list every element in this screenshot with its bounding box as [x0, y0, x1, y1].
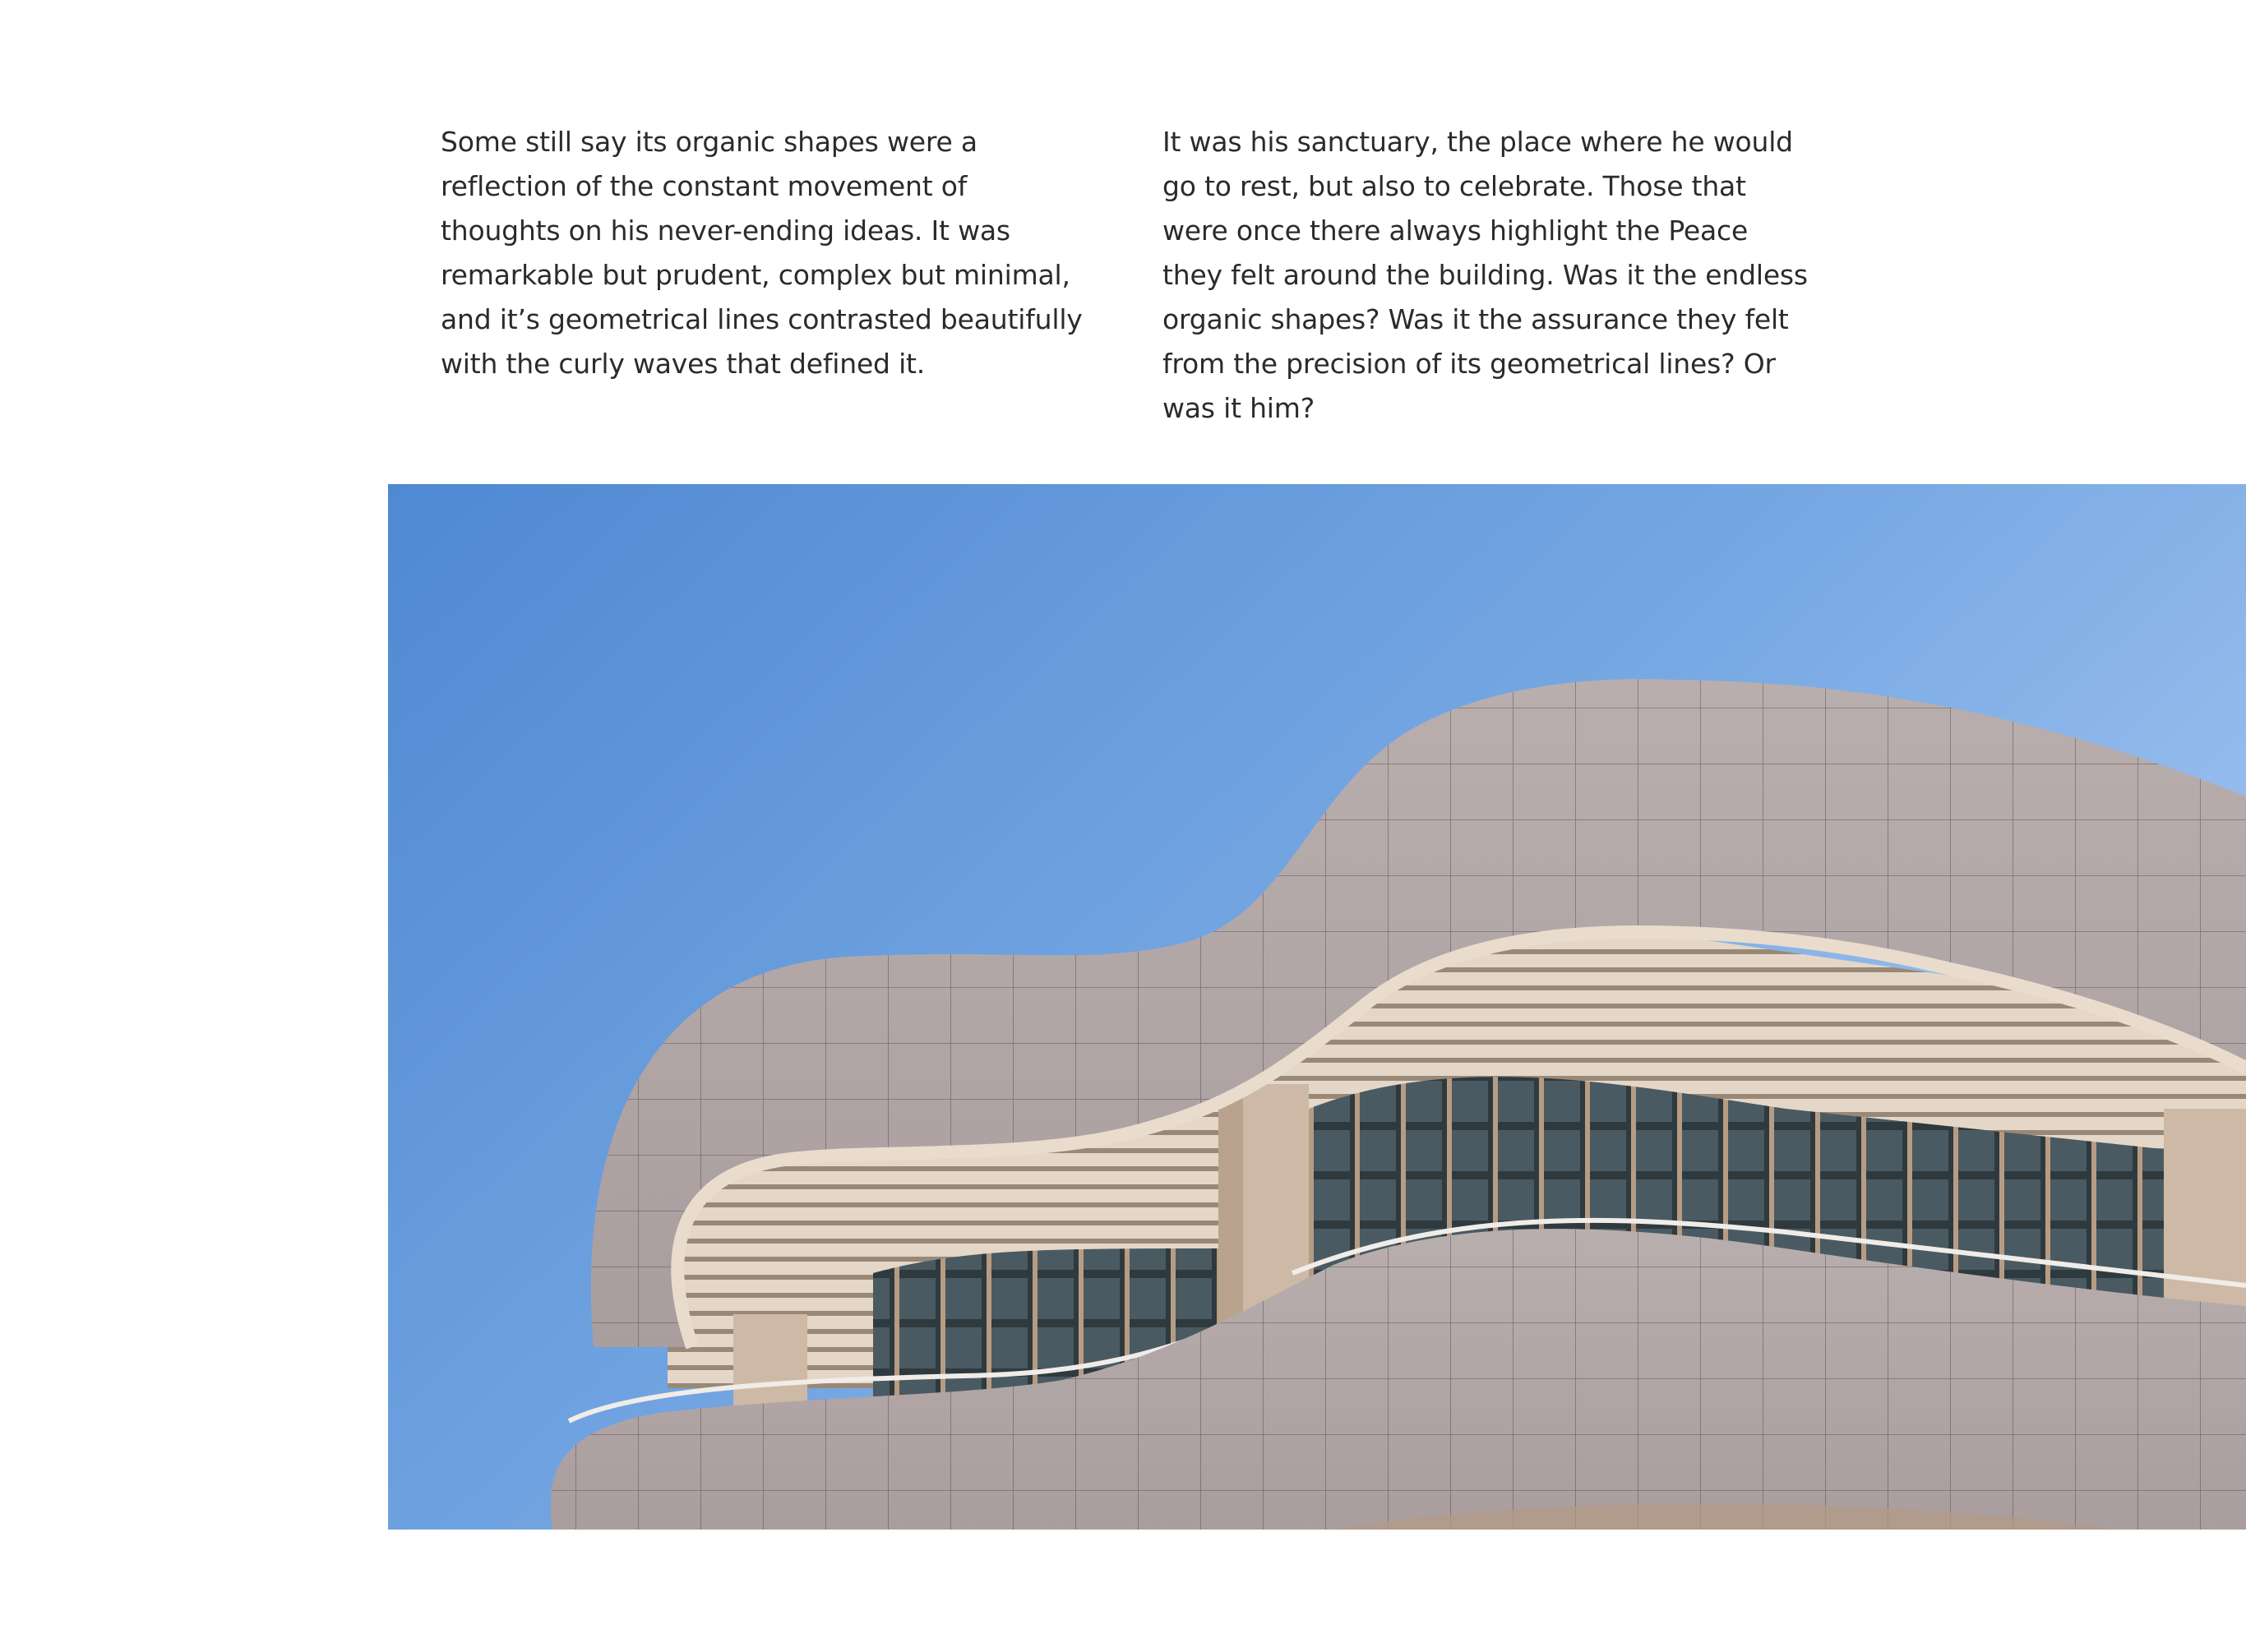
architecture-photo — [388, 484, 2246, 1530]
body-paragraph-right: It was his sanctuary, the place where he would go to rest, but also to celebrate. Those that were once there always highlight the Peace they felt around the building. Was it the endless organic shapes? Was it the assurance they felt from the precision of its geometrical lines? Or was it him? — [1162, 126, 1808, 424]
building-illustration — [388, 484, 2246, 1530]
body-paragraph-left: Some still say its organic shapes were a reflection of the constant movement of thoughts on his never-ending ideas. It was remarkable but prudent, complex but minimal, and it’s geometrical lines contrasted beautifully with the curly waves that defined it. — [441, 126, 1083, 380]
column — [1218, 1084, 1243, 1331]
